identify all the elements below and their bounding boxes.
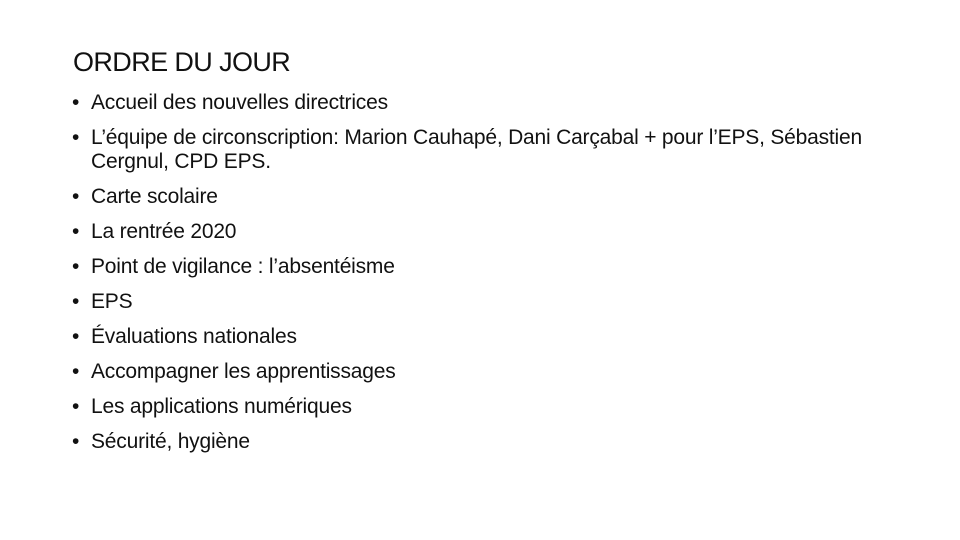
agenda-item-label: Évaluations nationales (91, 325, 297, 348)
agenda-item (72, 360, 872, 384)
bullet-icon: • (72, 220, 80, 243)
agenda-item (72, 185, 872, 209)
agenda-item (72, 91, 872, 115)
bullet-icon: • (72, 255, 80, 278)
slide-title: ORDRE DU JOUR (73, 47, 291, 77)
agenda-item-label: Les applications numériques (91, 395, 352, 418)
agenda-list (72, 91, 872, 465)
bullet-icon: • (72, 395, 80, 418)
agenda-item (72, 126, 872, 174)
agenda-item (72, 430, 872, 454)
agenda-item-label: Sécurité, hygiène (91, 430, 250, 453)
agenda-item (72, 220, 872, 244)
agenda-item-label: Carte scolaire (91, 185, 218, 208)
agenda-item-label: Accueil des nouvelles directrices (91, 91, 388, 114)
bullet-icon: • (72, 91, 80, 114)
agenda-item-label: Accompagner les apprentissages (91, 360, 396, 383)
agenda-item (72, 325, 872, 349)
agenda-item (72, 290, 872, 314)
bullet-icon: • (72, 290, 80, 313)
bullet-icon: • (72, 185, 80, 208)
agenda-item-label: EPS (91, 290, 133, 313)
agenda-item (72, 255, 872, 279)
bullet-icon: • (72, 325, 80, 348)
agenda-item-label: L’équipe de circonscription: Marion Cauhapé, Dani Carçabal + pour l’EPS, Sébastien Cergnul, CPD EPS. (91, 126, 862, 173)
bullet-icon: • (72, 430, 80, 453)
bullet-icon: • (72, 126, 80, 149)
agenda-item-label: La rentrée 2020 (91, 220, 237, 243)
bullet-icon: • (72, 360, 80, 383)
agenda-item-label: Point de vigilance : l’absentéisme (91, 255, 395, 278)
agenda-item (72, 395, 872, 419)
